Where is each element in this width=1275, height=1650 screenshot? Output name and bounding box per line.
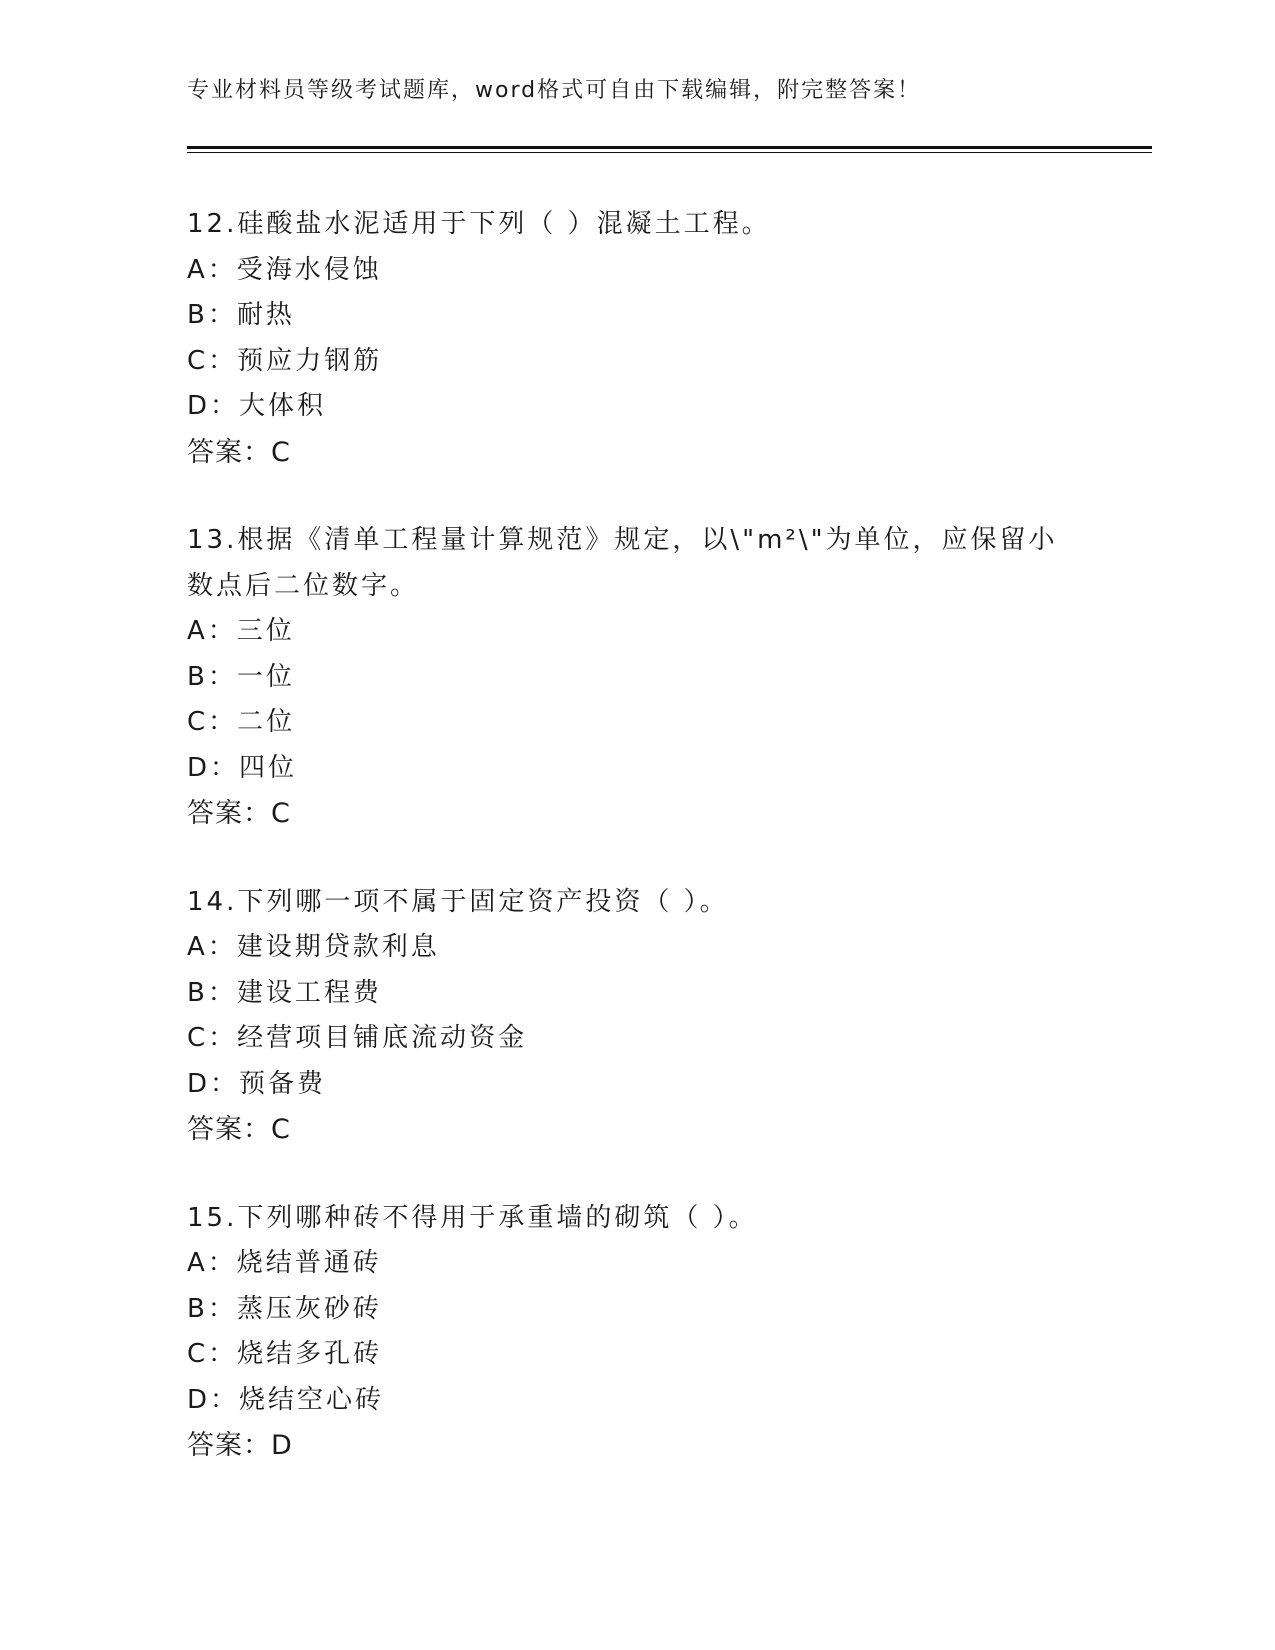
option-a: A：受海水侵蚀 [187,254,382,285]
option-a: A：烧结普通砖 [187,1248,382,1278]
option-c: C：预应力钢筋 [187,345,383,376]
answer: 答案：D [187,1430,293,1461]
option-d: D：四位 [187,752,298,783]
option-a: A：建设期贷款利息 [187,932,440,962]
option-c: C：烧结多孔砖 [187,1339,383,1369]
answer: 答案：C [187,798,291,829]
option-c: C：经营项目铺底流动资金 [187,1023,528,1053]
header-divider [187,146,1152,149]
question-stem: 15.下列哪种砖不得用于承重墙的砌筑（ ）。 [187,1202,758,1233]
question-13 [187,518,1087,837]
question-stem: 13.根据《清单工程量计算规范》规定，以\"m²\"为单位，应保留小数点后二位数字。 [187,525,1058,601]
option-c: C：二位 [187,707,296,737]
answer: 答案：C [187,436,291,468]
question-stem: 14.下列哪一项不属于固定资产投资（ ）。 [187,886,729,917]
option-d: D：预备费 [187,1068,327,1099]
option-a: A：三位 [187,616,295,646]
question-list [187,202,1087,1512]
option-d: D：烧结空心砖 [187,1384,385,1415]
answer: 答案：C [187,1114,291,1145]
option-b: B：耐热 [187,300,295,330]
question-14 [187,880,1087,1153]
option-b: B：一位 [187,661,295,692]
question-15 [187,1196,1087,1469]
option-b: B：蒸压灰砂砖 [187,1293,382,1324]
option-b: B：建设工程费 [187,977,382,1008]
question-stem: 12.硅酸盐水泥适用于下列（ ）混凝土工程。 [187,209,771,239]
option-d: D：大体积 [187,391,327,421]
page-header: 专业材料员等级考试题库，word格式可自由下载编辑，附完整答案！ [187,78,922,103]
question-12 [187,202,1087,475]
